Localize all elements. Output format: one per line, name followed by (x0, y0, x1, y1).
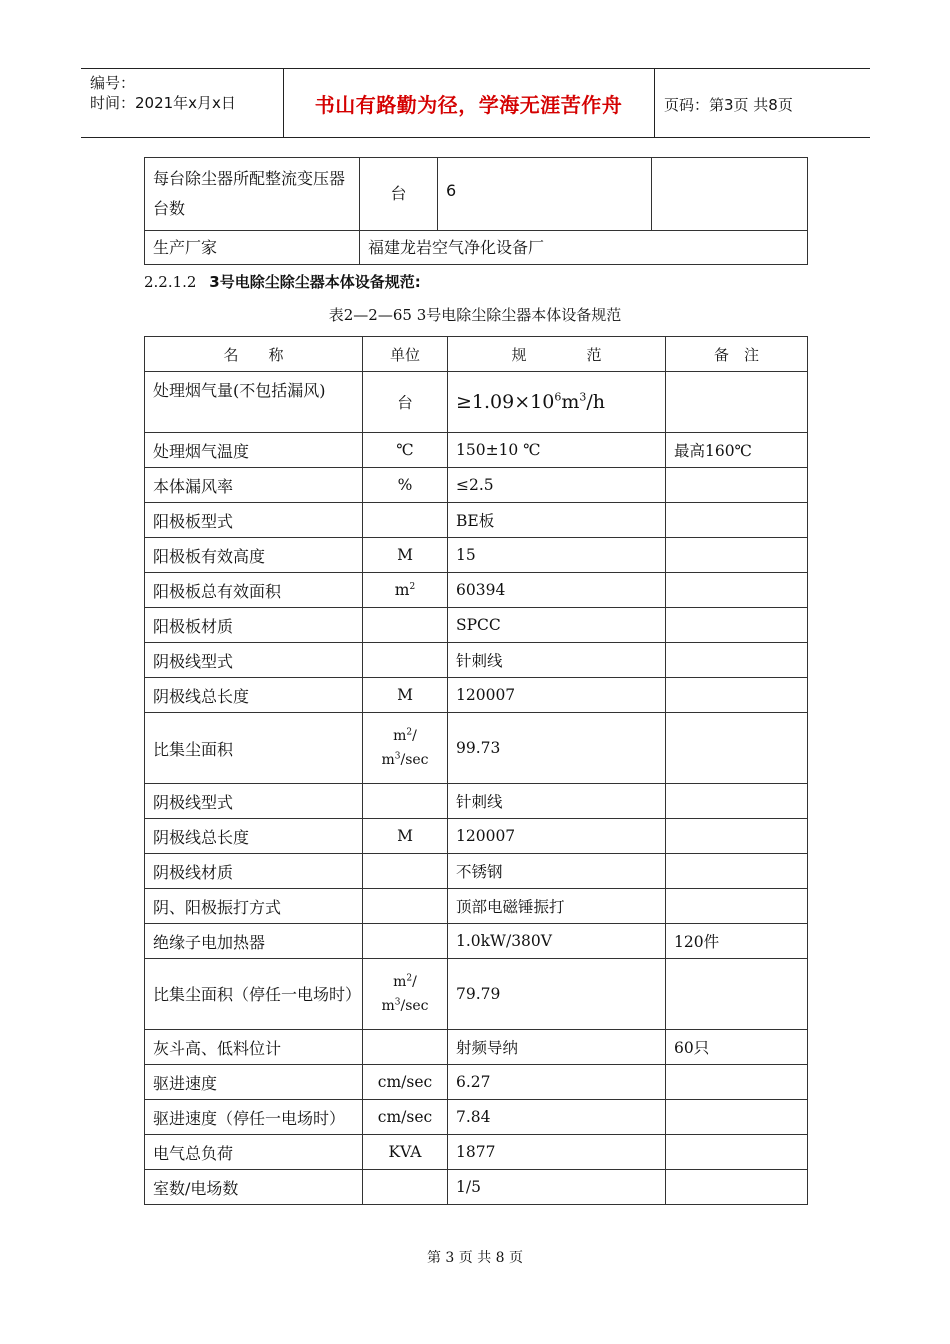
row-unit (363, 1030, 448, 1065)
section-title: 3号电除尘除尘器本体设备规范: (209, 273, 421, 291)
row-unit: ℃ (363, 433, 448, 468)
section-number: 2.2.1.2 (144, 273, 197, 291)
table-caption: 表2—2—65 3号电除尘除尘器本体设备规范 (328, 306, 622, 324)
page-header (81, 68, 870, 138)
header-note: 备 注 (666, 337, 808, 372)
row-unit: 台 (360, 158, 438, 231)
row-note (666, 1170, 808, 1205)
row-unit (363, 608, 448, 643)
document-time-label: 时间：2021年x月x日 (90, 94, 236, 112)
row-unit: M (363, 538, 448, 573)
row-spec: 射频导纳 (448, 1030, 666, 1065)
table-row (145, 784, 808, 819)
table-row (145, 678, 808, 713)
row-unit: $m^2/$ $m^3/\sec$ (363, 713, 448, 784)
row-unit (363, 1170, 448, 1205)
table-row (145, 713, 808, 784)
row-unit (363, 924, 448, 959)
row-note (666, 1100, 808, 1135)
table-row (145, 433, 808, 468)
row-note (666, 854, 808, 889)
row-spec: 6 (438, 158, 652, 231)
row-name: 比集尘面积（停任一电场时） (145, 959, 363, 1030)
table-row (145, 889, 808, 924)
row-name: 阴、阳极振打方式 (145, 889, 363, 924)
row-unit: M (363, 819, 448, 854)
row-unit (363, 854, 448, 889)
row-note (666, 372, 808, 433)
document-number-label: 编号： (90, 74, 136, 92)
row-unit: KVA (363, 1135, 448, 1170)
row-spec: 150±10 ℃ (448, 433, 666, 468)
page-footer: 第 3 页 共 8 页 (426, 1250, 524, 1266)
section-heading (144, 271, 421, 292)
row-note (666, 784, 808, 819)
table-row (145, 231, 808, 265)
row-spec: 120007 (448, 819, 666, 854)
row-unit: % (363, 468, 448, 503)
row-name: 本体漏风率 (145, 468, 363, 503)
table-row (145, 1135, 808, 1170)
row-name: 室数/电场数 (145, 1170, 363, 1205)
equipment-spec-table (144, 336, 808, 1205)
row-spec: 不锈钢 (448, 854, 666, 889)
row-note (666, 889, 808, 924)
table-row (145, 468, 808, 503)
row-name: 阳极板有效高度 (145, 538, 363, 573)
row-name: 每台除尘器所配整流变压器台数 (145, 158, 360, 231)
header-spec: 规 范 (448, 337, 666, 372)
header-name: 名 称 (145, 337, 363, 372)
row-note (652, 158, 808, 231)
table-row (145, 1170, 808, 1205)
row-note (666, 678, 808, 713)
row-spec: $\ge 1.09\times 10^6m^3/h$ (448, 372, 666, 433)
row-unit (363, 643, 448, 678)
row-unit: cm/sec (363, 1065, 448, 1100)
row-note: 120件 (666, 924, 808, 959)
table-row (145, 538, 808, 573)
row-note (666, 643, 808, 678)
row-spec: 120007 (448, 678, 666, 713)
table-row (145, 643, 808, 678)
header-unit: 单位 (363, 337, 448, 372)
header-page-number: 页码：第3页 共8页 (664, 96, 793, 114)
row-note (666, 468, 808, 503)
row-spec: 60394 (448, 573, 666, 608)
row-spec: 1/5 (448, 1170, 666, 1205)
row-name: 阴极线材质 (145, 854, 363, 889)
row-note (666, 1065, 808, 1100)
row-note: 最高160℃ (666, 433, 808, 468)
row-unit: $m^2/$ $m^3/\sec$ (363, 959, 448, 1030)
table-row (145, 608, 808, 643)
table-row (145, 819, 808, 854)
table-row (145, 573, 808, 608)
row-name: 驱进速度 (145, 1065, 363, 1100)
row-name: 处理烟气温度 (145, 433, 363, 468)
row-note (666, 819, 808, 854)
table-row (145, 158, 808, 231)
table-row (145, 1100, 808, 1135)
row-spec: 1.0kW/380V (448, 924, 666, 959)
table-row (145, 1065, 808, 1100)
row-note (666, 538, 808, 573)
row-name: 电气总负荷 (145, 1135, 363, 1170)
row-note (666, 573, 808, 608)
row-note (666, 959, 808, 1030)
row-spec: 针刺线 (448, 643, 666, 678)
table-row (145, 959, 808, 1030)
row-name: 阴极线总长度 (145, 819, 363, 854)
row-name: 灰斗高、低料位计 (145, 1030, 363, 1065)
row-note (666, 608, 808, 643)
row-name: 比集尘面积 (145, 713, 363, 784)
row-spec: 99.73 (448, 713, 666, 784)
row-spec: 1877 (448, 1135, 666, 1170)
row-name: 阳极板型式 (145, 503, 363, 538)
row-note: 60只 (666, 1030, 808, 1065)
row-spec: SPCC (448, 608, 666, 643)
row-spec: ≤2.5 (448, 468, 666, 503)
row-name: 阳极板材质 (145, 608, 363, 643)
row-name: 处理烟气量(不包括漏风) (145, 372, 363, 433)
row-note (666, 503, 808, 538)
table-header-row (145, 337, 808, 372)
manufacturer-value: 福建龙岩空气净化设备厂 (360, 231, 808, 265)
row-name: 阴极线型式 (145, 784, 363, 819)
row-spec: 顶部电磁锤振打 (448, 889, 666, 924)
row-spec: 6.27 (448, 1065, 666, 1100)
table-row (145, 1030, 808, 1065)
row-unit (363, 889, 448, 924)
row-spec: 15 (448, 538, 666, 573)
row-name: 阳极板总有效面积 (145, 573, 363, 608)
row-name: 阴极线型式 (145, 643, 363, 678)
row-unit: cm/sec (363, 1100, 448, 1135)
header-divider (654, 69, 655, 137)
header-motto: 书山有路勤为径，学海无涯苦作舟 (314, 92, 623, 117)
row-name: 绝缘子电加热器 (145, 924, 363, 959)
row-name: 阴极线总长度 (145, 678, 363, 713)
row-name: 生产厂家 (145, 231, 360, 265)
row-note (666, 1135, 808, 1170)
row-unit: M (363, 678, 448, 713)
row-unit (363, 503, 448, 538)
table-row (145, 503, 808, 538)
row-note (666, 713, 808, 784)
table-row (145, 924, 808, 959)
row-spec: 针刺线 (448, 784, 666, 819)
row-unit (363, 784, 448, 819)
header-meta (90, 73, 236, 113)
row-spec: 79.79 (448, 959, 666, 1030)
row-unit: $m^2$ (363, 573, 448, 608)
row-spec: BE板 (448, 503, 666, 538)
row-spec: 7.84 (448, 1100, 666, 1135)
row-unit: 台 (363, 372, 448, 433)
continued-spec-table (144, 157, 808, 265)
table-row (145, 854, 808, 889)
table-row (145, 372, 808, 433)
row-name: 驱进速度（停任一电场时） (145, 1100, 363, 1135)
